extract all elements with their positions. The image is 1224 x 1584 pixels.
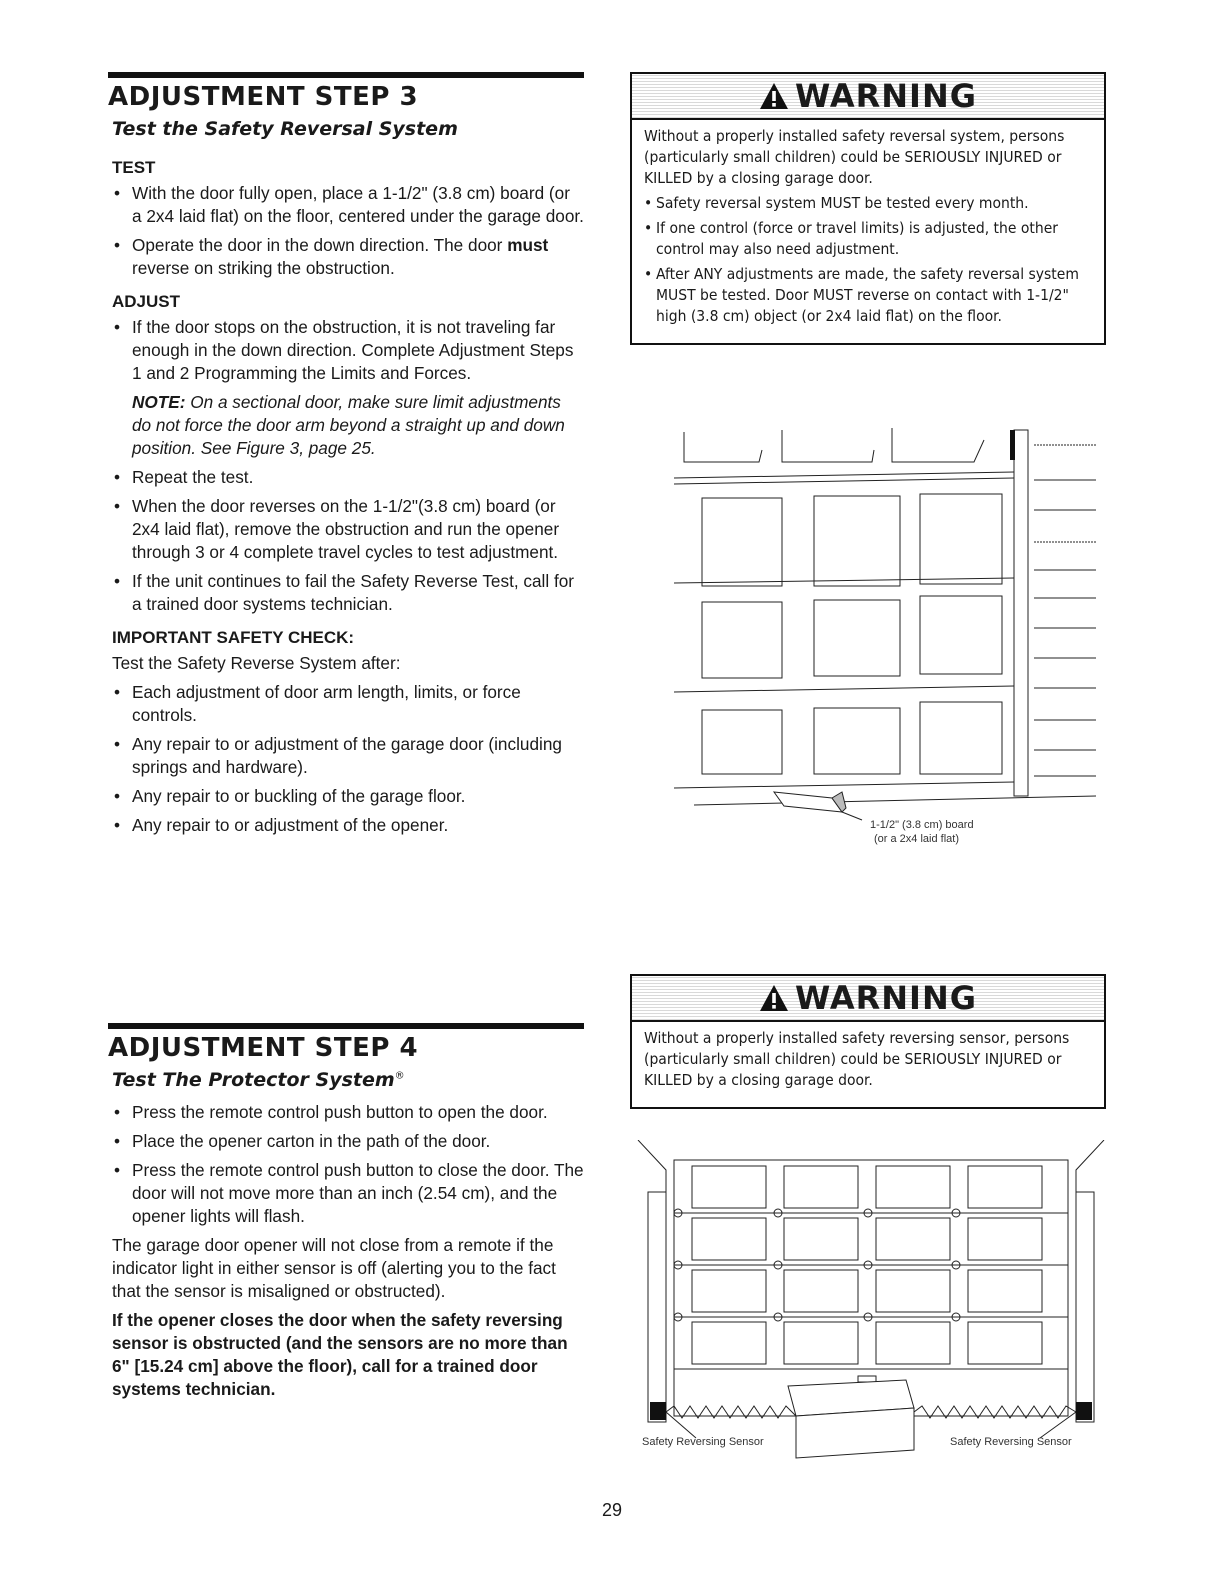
safety-check-heading: IMPORTANT SAFETY CHECK: bbox=[112, 628, 355, 647]
step4-section bbox=[108, 1023, 584, 1407]
warning-box-1 bbox=[630, 72, 1106, 345]
left-sensor-icon bbox=[650, 1402, 666, 1420]
list-item: • Any repair to or buckling of the garage floor. bbox=[108, 785, 584, 808]
adjust-list bbox=[108, 316, 584, 385]
step4-subtitle-text: Test The Protector System bbox=[112, 1069, 395, 1091]
list-item: • Repeat the test. bbox=[108, 466, 584, 489]
warning-list bbox=[644, 193, 1092, 327]
warning-body bbox=[632, 120, 1104, 343]
protector-system-illustration bbox=[636, 1140, 1106, 1460]
list-item: • Each adjustment of door arm length, limits, or force controls. bbox=[108, 681, 584, 727]
page-number: 29 bbox=[601, 1500, 623, 1520]
list-item: • Safety reversal system MUST be tested every month. bbox=[644, 193, 1092, 214]
step4-subtitle bbox=[112, 1069, 584, 1091]
warning-triangle-icon bbox=[759, 984, 789, 1012]
list-item: • If one control (force or travel limits) is adjusted, the other control may also need adjustment. bbox=[644, 218, 1092, 260]
step4-bold-paragraph: If the opener closes the door when the safety reversing sensor is obstructed (and the sensors are no more than 6" [15.24 cm] above the floor), call for a trained door systems technician. bbox=[112, 1310, 568, 1399]
note bbox=[108, 391, 584, 460]
list-item: • Place the opener carton in the path of the door. bbox=[108, 1130, 584, 1153]
test-heading: TEST bbox=[112, 158, 156, 177]
warning-intro: Without a properly installed safety reversing sensor, persons (particularly small children) could be SERIOUSLY INJURED or KILLED by a closing garage door. bbox=[644, 1029, 1070, 1089]
warning-intro: Without a properly installed safety reversal system, persons (particularly small children) could be SERIOUSLY INJURED or KILLED by a closing garage door. bbox=[644, 127, 1065, 187]
list-item: • Operate the door in the down direction. The door must reverse on striking the obstruction. bbox=[108, 234, 584, 280]
step3-section bbox=[108, 72, 584, 843]
warning-title: WARNING bbox=[795, 979, 977, 1017]
step4-list bbox=[108, 1101, 584, 1228]
test-list bbox=[108, 182, 584, 280]
right-sensor-icon bbox=[1076, 1402, 1092, 1420]
step4-title: ADJUSTMENT STEP 4 bbox=[108, 1033, 419, 1063]
list-item: • If the door stops on the obstruction, it is not traveling far enough in the down direction. Complete Adjustment Steps 1 and 2 Programming the Limits and Forces. bbox=[108, 316, 584, 385]
adjust-heading: ADJUST bbox=[112, 292, 181, 311]
list-item: • Press the remote control push button to open the door. bbox=[108, 1101, 584, 1124]
warning-triangle-icon bbox=[759, 82, 789, 110]
board-caption-line2: (or a 2x4 laid flat) bbox=[874, 833, 959, 845]
list-item: • When the door reverses on the 1-1/2"(3.8 cm) board (or 2x4 laid flat), remove the obstruction and run the opener through 3 or 4 complete travel cycles to test adjustment. bbox=[108, 495, 584, 564]
garage-door-board-illustration bbox=[674, 420, 1104, 860]
safety-list bbox=[108, 681, 584, 837]
registered-mark: ® bbox=[394, 1070, 405, 1082]
list-item: • After ANY adjustments are made, the safety reversal system MUST be tested. Door MUST reverse on contact with 1-1/2" high (3.8 cm) object (or 2x4 laid flat) on the floor. bbox=[644, 264, 1092, 327]
step4-rule bbox=[108, 1023, 584, 1029]
warning-body bbox=[632, 1022, 1104, 1107]
list-item: • If the unit continues to fail the Safety Reverse Test, call for a trained door systems technician. bbox=[108, 570, 584, 616]
left-sensor-label: Safety Reversing Sensor bbox=[642, 1436, 764, 1448]
warning-header bbox=[632, 74, 1104, 120]
list-item: • Press the remote control push button to close the door. The door will not move more than an inch (2.54 cm), and the opener lights will flash. bbox=[108, 1159, 584, 1228]
warning-box-2 bbox=[630, 974, 1106, 1109]
board-caption-line1: 1-1/2" (3.8 cm) board bbox=[870, 819, 974, 831]
step4-paragraph: The garage door opener will not close from a remote if the indicator light in either sensor is off (alerting you to the fact that the sensor is misaligned or obstructed). bbox=[112, 1235, 556, 1301]
warning-title: WARNING bbox=[795, 77, 977, 115]
list-item: • Any repair to or adjustment of the opener. bbox=[108, 814, 584, 837]
right-sensor-label: Safety Reversing Sensor bbox=[950, 1436, 1072, 1448]
note-label: NOTE: bbox=[132, 392, 186, 412]
list-item: • Any repair to or adjustment of the garage door (including springs and hardware). bbox=[108, 733, 584, 779]
safety-intro: Test the Safety Reverse System after: bbox=[112, 653, 401, 673]
warning-header bbox=[632, 976, 1104, 1022]
list-item: • With the door fully open, place a 1-1/2" (3.8 cm) board (or a 2x4 laid flat) on the floor, centered under the garage door. bbox=[108, 182, 584, 228]
note-text: On a sectional door, make sure limit adjustments do not force the door arm beyond a straight up and down position. See Figure 3, page 25. bbox=[132, 392, 565, 458]
step3-rule bbox=[108, 72, 584, 78]
step3-title: ADJUSTMENT STEP 3 bbox=[108, 82, 419, 112]
jamb-bracket bbox=[1010, 430, 1015, 460]
adjust-list-rest bbox=[108, 466, 584, 616]
step3-subtitle: Test the Safety Reversal System bbox=[112, 118, 458, 140]
